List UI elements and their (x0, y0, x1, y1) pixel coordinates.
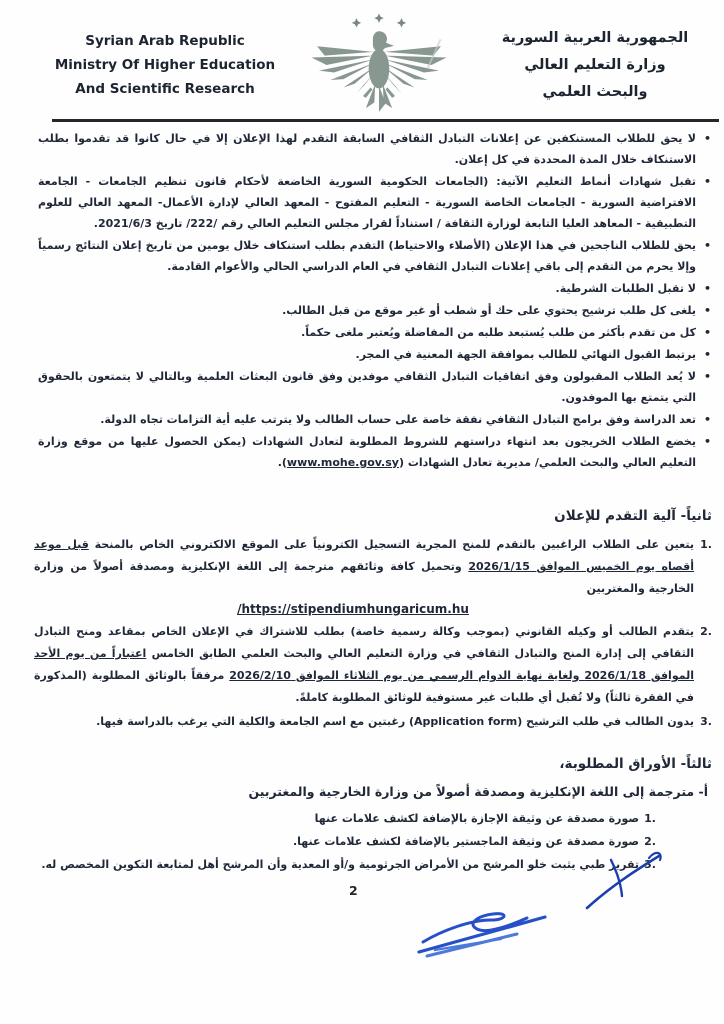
required-documents-subheading: أ- مترجمة إلى اللغة الإنكليزية ومصدقة أصولاً من وزارة الخارجية والمغتربين (248, 784, 708, 799)
item-text: تقرير طبي يثبت خلو المرشح من الأمراض الجرثومية و/أو المعدية وأن المرشح أهل لمتابعة التكوين المخصص له. (41, 858, 639, 871)
bullet-item (38, 366, 712, 408)
period-highlight: اعتباراً من يوم الأحد الموافق 2026/1/18 ولغاية نهاية الدوام الرسمي من يوم الثلاثاء الموافق 2026/2/10 (34, 647, 694, 682)
item-text: يتقدم الطالب أو وكيله القانوني (بموجب وكالة رسمية خاصة) بطلب للاشتراك في الإعلان الخاص بمقاعد ومنح التبادل الثقافي إلى إدارة المنح والتبادل الثقافي في وزارة التعليم العالي والبحث العلمي الطابق الخامس (34, 625, 695, 660)
bullet-item (38, 409, 712, 430)
document-item (38, 854, 656, 876)
ministry-en-line: And Scientific Research (75, 81, 255, 97)
signature-flourish (575, 842, 670, 920)
bullet-item (38, 128, 712, 170)
item-text: صورة مصدقة عن وثيقة الماجستير بالإضافة لكشف علامات عنها. (292, 835, 639, 848)
header (0, 12, 724, 118)
bullet-item (38, 322, 712, 343)
bullet-icon: • (703, 348, 711, 361)
item-number: 1. (644, 812, 656, 825)
bullet-item (38, 300, 712, 321)
ministry-en-line: Ministry Of Higher Education (54, 57, 276, 73)
general-conditions-section (38, 128, 712, 474)
bullet-icon: • (703, 435, 711, 448)
deadline-highlight: قبل موعد أقصاه يوم الخميس الموافق 2026/1/15 (34, 538, 694, 573)
bullet-text: ). (277, 456, 287, 469)
bullet-item (38, 344, 712, 365)
document-item (38, 831, 656, 853)
eagle-emblem (304, 12, 454, 118)
bullet-icon: • (703, 304, 711, 317)
item-text: وتحميل كافة وثائقهم مترجمة إلى اللغة الإنكليزية ومصدقة أصولاً من وزارة الخارجية والمغتربين (34, 560, 694, 595)
item-number: 2. (700, 625, 712, 638)
ministry-name-arabic (474, 25, 716, 106)
bullet-text: تقبل شهادات أنماط التعليم الآتية: (الجامعات الحكومية السورية الخاضعة لأحكام قانون تنظيم الجامعات - الجامعة الافتراضية السورية - الجامعات الخاصة السورية - التعليم المفتوح - المعهد العالي لإدارة الأعمال- المعهد العالي للعلوم التطبيقية - المعاهد العليا التابعة لوزارة الثقافة / استناداً لقرار مجلس التعليم العالي رقم /222/ تاريخ 2021/6/3. (38, 175, 696, 230)
bullet-text: تعد الدراسة وفق برامج التبادل الثقافي نفقة خاصة على حساب الطالب ولا يترتب عليه أية التزامات تجاه الدولة. (100, 413, 696, 426)
item-number: 1. (700, 538, 712, 551)
header-divider (52, 119, 719, 122)
section-three-heading: ثالثاً- الأوراق المطلوبة، (559, 756, 712, 772)
item-text: يتعين على الطلاب الراغبين بالتقدم للمنح المجرية التسجيل الكترونياً على الموقع الالكتروني الخاص بالمنحة (88, 538, 694, 551)
bullet-icon: • (703, 326, 711, 339)
ministry-ar-line: وزارة التعليم العالي (524, 56, 666, 73)
bullet-text: يخضع الطلاب الخريجون بعد انتهاء دراستهم للشروط المطلوبة لتعادل الشهادات (يمكن الحصول عليها من موقع وزارة التعليم العالي والبحث العلمي/ مديرية تعادل الشهادات ( (38, 435, 696, 469)
item-text: يدون الطالب في طلب الترشيح (Application form) رغبتين مع اسم الجامعة والكلية التي يرغب بالدراسة فيها. (96, 715, 694, 728)
mohe-website-url: www.mohe.gov.sy (286, 456, 399, 469)
ministry-ar-line: الجمهورية العربية السورية (501, 29, 689, 46)
star-icon (352, 13, 406, 27)
document-item (38, 808, 656, 830)
bullet-icon: • (703, 370, 711, 383)
item-number: 3. (644, 858, 656, 871)
bullet-item (38, 431, 712, 473)
bullet-icon: • (703, 239, 711, 252)
signature-scribble (405, 890, 565, 970)
bullet-icon: • (703, 282, 711, 295)
bullet-icon: • (703, 132, 711, 145)
bullet-item (38, 171, 712, 234)
bullet-text: يلغى كل طلب ترشيح يحتوي على حك أو شطب أو غير موقع من قبل الطالب. (282, 304, 696, 317)
bullet-item (38, 235, 712, 277)
page-number: 2 (349, 883, 358, 898)
bullet-icon: • (703, 413, 711, 426)
bullet-text: لا تقبل الطلبات الشرطية. (555, 282, 696, 295)
numbered-item-3 (34, 711, 712, 733)
item-text: مرفقاً بالوثائق المطلوبة (المذكورة في الفقرة ثالثاً) ولا تُقبل أي طلبات غير مستوفية للوثائق المطلوبة كاملةً. (34, 669, 694, 704)
general-conditions-list (38, 128, 712, 473)
ministry-en-line: Syrian Arab Republic (85, 33, 245, 49)
ministry-name-english (46, 29, 284, 101)
numbered-item-1 (34, 534, 712, 600)
bullet-text: يحق للطلاب الناجحين في هذا الإعلان (الأصلاء والاحتياط) التقدم بطلب استنكاف خلال يومين من تاريخ إعلان النتائج رسمياً وإلا يحرم من التقدم إلى باقي إعلانات التبادل الثقافي في العام الدراسي الحالي والأعوام القادمة. (38, 239, 696, 273)
bullet-text: لا يحق للطلاب المستنكفين عن إعلانات التبادل الثقافي السابقة التقدم لهذا الإعلان إلا في حال كانوا قد تقدموا بطلب الاستنكاف خلال المدة المحددة في كل إعلان. (38, 132, 696, 166)
bullet-text: يرتبط القبول النهائي للطالب بموافقة الجهة المعنية في المجر. (355, 348, 696, 361)
ministry-ar-line: والبحث العلمي (542, 83, 648, 100)
item-text: صورة مصدقة عن وثيقة الإجازة بالإضافة لكشف علامات عنها (314, 812, 639, 825)
section-two-heading: ثانياً- آلية التقدم للإعلان (554, 508, 712, 524)
bullet-item (38, 278, 712, 299)
item-number: 2. (644, 835, 656, 848)
item-number: 3. (700, 715, 712, 728)
bullet-text: كل من تقدم بأكثر من طلب يُستبعد طلبه من المفاضلة ويُعتبر ملغى حكماً. (301, 326, 696, 339)
stipendium-url: /https://stipendiumhungaricum.hu (237, 602, 469, 616)
numbered-item-2 (34, 621, 712, 709)
bullet-icon: • (703, 175, 711, 188)
application-mechanism-section (34, 505, 712, 735)
bullet-text: لا يُعد الطلاب المقبولون وفق اتفاقيات التبادل الثقافي موفدين وفق قانون البعثات العلمية وبالتالي لا يتمتعون بالحقوق التي يتمتع بها الموفدون. (38, 370, 696, 404)
